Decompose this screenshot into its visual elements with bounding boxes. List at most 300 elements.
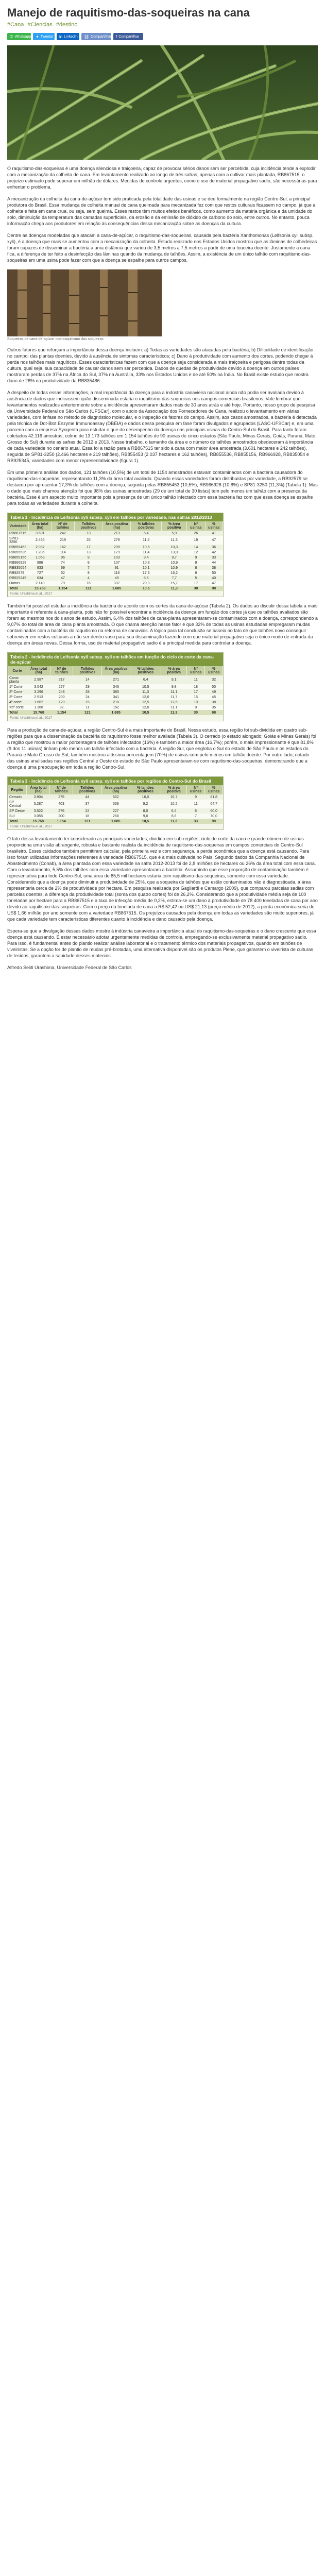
table-cell: 337 xyxy=(103,581,131,586)
share-linkedin-button[interactable] xyxy=(57,33,79,40)
table-cell: 81,8 xyxy=(205,794,223,800)
table-cell: 17 xyxy=(186,689,204,694)
table-cell: 346 xyxy=(102,684,130,689)
table-cell: 275 xyxy=(50,794,73,800)
table-cell: 47 xyxy=(52,575,74,581)
table-cell: 33 xyxy=(205,555,223,560)
table-row xyxy=(8,808,223,814)
table-cell: 10,5 xyxy=(131,586,162,591)
share-facebook-button[interactable] xyxy=(113,33,143,40)
table-cell: 10,5 xyxy=(130,710,161,715)
table-cell: 6 xyxy=(187,570,205,575)
table-cell: 9 xyxy=(187,560,205,565)
table-cell: 9,2 xyxy=(130,800,161,808)
table-cell: 30 xyxy=(186,710,204,715)
table-cell: 219 xyxy=(52,536,74,545)
table-cell: 365 xyxy=(102,689,130,694)
table-total-row xyxy=(8,586,223,591)
table-cell: RB835054 xyxy=(8,565,29,570)
table-cell: 7 xyxy=(74,565,103,570)
table-cell: 4º corte xyxy=(8,700,27,705)
article-paragraph: A despeito de todas essas informações, a real importância da doença para a indústria canavieira nacional ainda não podia ser avaliada devido à ausência de dados que indicassem quão disseminada estaria o raquitismo-das-soqueiras nos campos comerciais brasileiros. Vale lembrar que levantamentos realizados anteriormente sobre a incidência apresentaram dados mais de 30 anos atrás e até hoje. Portanto, nosso grupo de pesquisa da Universidade Federal de São Carlos (UFSCar), com o apoio da Associação dos Fornecedores de Cana, realizou o levantamento em várias variedades, com ênfase no método de diagnóstico molecular, e o inspeção de fatores do campo. Assim, aos casos amostrados, a bactéria é detectada pela técnica de Dot-Blot Enzyme Immunoassay (DBEIA) e dados dessa pesquisa em fase foram divulgados e agrupados (LASC-UFSCar) e, em uma parceria com a empresa Syngenta para estudar o que do desempenho da doença nas principais usinas do Centro-Sul do Brasil. Para tanto foram coletados 42.116 amostras, colmo de 13.173 talhões em 1.154 talhões de 90 usinas de cinco estados (São Paulo, Minas Gerais, Goiás, Paraná, Mato Grosso do Sul) durante as safras de 2012 e 2013. Nesse trabalho, o tamanho da área e o número de talhões amostrados obedeceram à importância de cada variedade no cenário atual. Essa foi a razão para a RB867515 ter sido a cana com maior área amostrada (3.601 hectares e 242 talhões), seguida de SP81-3250 (2.466 hectares e 219 talhões), RB855453 (2.037 hectares e 162 talhões), RB855536, RB855156, RB966928, RB835054 e RB925345, variedades com menor representatividade (figura 1). xyxy=(7,390,317,464)
table-cell: Cana-planta xyxy=(8,675,27,684)
table-cell: RB966928 xyxy=(8,560,29,565)
table-cell: 32 xyxy=(205,675,223,684)
table-cell: 15.768 xyxy=(27,819,50,824)
table-cell: 652 xyxy=(101,794,130,800)
tag-link[interactable]: #Ciencias xyxy=(27,22,53,28)
column-header: Variedade xyxy=(8,521,29,531)
table-cell: SP81-3250 xyxy=(8,536,29,545)
table-cell: 227 xyxy=(101,808,130,814)
article-page xyxy=(0,0,325,980)
table-cell: 3.055 xyxy=(27,814,50,819)
table-cell: 11,7 xyxy=(161,694,187,700)
table-cell: Total xyxy=(8,710,27,715)
table-cell: 10,9 xyxy=(162,560,187,565)
article-paragraph: Também foi possível estudar a incidência da bactéria de acordo com os cortes da cana-de-açúcar (Tabela 2). Os dados ao discutir dessa tabela a mais importante é referente à cana-planta, pois não foi possível encontrar a incidência da doença em função dos cortes já que os talhões avaliados são foram ao mesmos nos dois anos de estudo. Assim, 6,4% dos talhões de cana-planta apresentaram-se contaminados com a doença, correspondendo a 9,07% do total de área de cana planta amostrada. O que chama atenção nesse fator é que 32% de todas as usinas estudadas empregaram mudas contaminadas com a bactéria do raquitismo na reforma de canaviais. A lógica para tal conclusão se baseia no fato de que talhões novo conseguir sobreviver em restos culturais a não ser dentro vaso para sua disseminação fazendo com que material propagativo seja o único modo de entrada da doença em áreas novas. Dessa forma, uso de material propagativo sadio é a principal medida para controlar a doença. xyxy=(7,603,318,646)
table-cell: 11 xyxy=(73,705,102,710)
table-cell: 103 xyxy=(103,555,131,560)
image-caption: Soqueiras de cana-de-açúcar com raquitismo das soqueiras xyxy=(7,337,104,342)
table-cell: 5.287 xyxy=(27,800,50,808)
table-cell: 5,4 xyxy=(131,531,162,536)
table-total-row xyxy=(8,819,223,824)
table-row xyxy=(8,531,223,536)
table-row xyxy=(8,560,223,565)
table-cell: 2.037 xyxy=(29,545,52,550)
table-cell: 11 xyxy=(186,800,204,808)
table-cell: 1.058 xyxy=(29,555,52,560)
table-cell: 50 xyxy=(205,684,223,689)
table-cell: RB867515 xyxy=(8,531,29,536)
table-cell: 179 xyxy=(103,550,131,555)
table-cell: 12,0 xyxy=(130,694,161,700)
table-cell: 74 xyxy=(52,560,74,565)
table-cell: 3.522 xyxy=(27,808,50,814)
table-row xyxy=(8,570,223,575)
table-cell: 70,0 xyxy=(205,814,223,819)
table-cell: 2º Corte xyxy=(8,689,27,694)
table-cell: 9 xyxy=(74,570,103,575)
table-cell: 3º Corte xyxy=(8,694,27,700)
table-cell: 1.685 xyxy=(101,819,130,824)
facebook-icon: f xyxy=(116,34,117,39)
table-cell: 11,3 xyxy=(162,586,187,591)
table-cell: 7 xyxy=(186,814,204,819)
table-cell: 5 xyxy=(187,575,205,581)
table-cell: 2.913 xyxy=(27,694,50,700)
table-cell: 2.987 xyxy=(27,675,50,684)
table-cell: 538 xyxy=(101,800,130,808)
table-cell: 10,8 xyxy=(131,560,162,565)
column-header: % talhões positivos xyxy=(130,785,161,794)
share-bar xyxy=(7,33,318,40)
tag-list xyxy=(7,22,318,28)
table-cell: 29 xyxy=(73,684,102,689)
table-cell: 268 xyxy=(101,814,130,819)
table-cell: 1.662 xyxy=(27,700,50,705)
table-cell: 12,5 xyxy=(130,700,161,705)
table-cell: 10,3 xyxy=(162,545,187,550)
column-header: % área positiva xyxy=(161,666,187,675)
table-cell: 403 xyxy=(50,800,73,808)
table-cell: 41 xyxy=(205,531,223,536)
table-cell: 36 xyxy=(205,545,223,550)
column-header: % talhões positivos xyxy=(131,521,162,531)
table-cell: 634 xyxy=(29,575,52,581)
article-paragraph: O fato dessa levantamento ter considerado as principais variedades, dividido em sub-regiões, ciclo de corte da cana e grande número de usinas proporciona uma visão abrangente, robusta e bastante realista da incidência de raquitismo-das-soqueiras em campos comerciais do Centro-Sul brasileiro. Esses cuidados também permitiram calcular, pela primeira vez e com segurança, a perda econômica que a doença está causando. Para isso foram utilizadas informações referentes à variedade RB867515, que é a mais cultivada no País. Segundo dados da Companhia Nacional de Abastecimento (Conab), a área plantada com essa variedade na safra 2012-2013 foi de 2,8 milhões de hectares ou 26% da área total com essa cana. Com o levantamento, 5,5% dos talhões com essa variedade apresentaram a bactéria. Assumindo que esse proporção de contaminação também é representativa para todo Centro-Sul, uma área de 85,5 mil hectares estaria com raquitismo-das-soqueiras, somente com essa variedade. Considerando que a doença pode diminuir a produtividade de 25%, que a soqueira de talhões que estão contaminados não é diagnosticada, a área representaria cerca de 2% de produtividade por hectare. Em pesquisa realizada por Gagliardi e Camargo (2009), que comparou parcelas sadias com parcelas doentes, a diferença da produtividade total (soma dos quatro cortes) foi de 26,2%. Considerando que a produtividade média seja de 100 toneladas por hectare para a RB867515 e a taxa de infecção média de 0,2%, estima-se um dano à produtividade de 78.400 toneladas de cana por ano devido ao raquitismo-das-soqueiras. Com o preço da tonelada de cana a R$ 52,42 ou US$ 21,13 (preço médio de 2012), a perda econômica seria de US$ 1,66 milhão por ano somente com a variedade RB867515. Os prejuízos causados pela doença em todas as variedades são muito superiores, já que cada variedade tem características diferentes quanto à incidência e dano causado pela doença. xyxy=(7,836,318,922)
column-header: Nº de talhões xyxy=(52,521,74,531)
table-cell: 200 xyxy=(50,694,73,700)
table-cell: 15,7 xyxy=(162,581,187,586)
column-header: Nº usinas xyxy=(187,521,205,531)
table-cell: 2.140 xyxy=(29,581,52,586)
table-cell: 44 xyxy=(205,560,223,565)
table-cell: 10,5 xyxy=(130,819,161,824)
table-cell: 121 xyxy=(73,710,102,715)
table-cell: RB92579 xyxy=(8,570,29,575)
table-cell: 15 xyxy=(186,694,204,700)
table-cell: 1.368 xyxy=(27,705,50,710)
table-cell: 12,0 xyxy=(130,705,161,710)
column-header: Área total (ha) xyxy=(27,785,50,794)
table-cell: 15.768 xyxy=(29,586,52,591)
table-cell: 10,2 xyxy=(161,800,187,808)
table-cell: 45 xyxy=(205,694,223,700)
table-cell: 9,8 xyxy=(161,684,187,689)
share-whatsapp-label: Whatsapp xyxy=(14,35,31,39)
column-header: Área positiva (ha) xyxy=(102,666,130,675)
table-cell: 11,3 xyxy=(162,536,187,545)
table-cell: 9,1 xyxy=(161,675,187,684)
table-row xyxy=(8,705,223,710)
table-cell: Total xyxy=(8,819,27,824)
table-cell: 152 xyxy=(102,705,130,710)
stalk-illustration xyxy=(7,269,162,336)
twitter-icon: ✦ xyxy=(36,34,39,39)
table-cell: 1.685 xyxy=(102,710,130,715)
table-cell: 28 xyxy=(73,689,102,694)
table-cell: 341 xyxy=(102,694,130,700)
table-cell: 9,4 xyxy=(131,555,162,560)
sugarcane-leaves-illustration xyxy=(7,45,318,160)
table-cell: 120 xyxy=(50,700,73,705)
table-cell: 11,3 xyxy=(130,689,161,694)
table-cell: 8,0 xyxy=(130,808,161,814)
table-row xyxy=(8,575,223,581)
table-cell: 2.466 xyxy=(29,536,52,545)
table-cell: 209 xyxy=(103,545,131,550)
table-source: Fonte: Urashima et al., 2017 xyxy=(8,715,223,721)
table-cell: 16,2 xyxy=(162,570,187,575)
table-cell: 279 xyxy=(103,536,131,545)
whatsapp-icon: ✆ xyxy=(10,34,13,39)
column-header: % área positiva xyxy=(162,521,187,531)
article-paragraph: A mecanização da colheita da cana-de-açúcar tem sido praticada pela totalidade das usinas e se deu formalmente na região Centro-Sul, a principal produtora do Brasil. Essa mudança de colheita manual de cana queimada para mecanizada fez com que restos culturais ficassem no campo, já que a colheita é feita em cana crua, ou seja, sem queima. Esses restos têm muitos efeitos benéficos, como aumento da matéria orgânica e da umidade do solo, diminuição da temperatura das camadas superficiais, da erosão e da emissão de dióxido de carbono do solo, entre outros. No entanto, pouca informação chega aos produtores em relação às consequências dessa mecanização sobre as doenças da cultura. xyxy=(7,196,316,227)
sugarcane-stalk-photo xyxy=(7,269,162,336)
share-facebook-label: Compartilhar xyxy=(118,35,140,39)
linkedin-icon: in xyxy=(59,34,63,39)
table-cell: 35 xyxy=(205,705,223,710)
table-cell: 277 xyxy=(50,684,73,689)
table-cell: 98 xyxy=(205,586,223,591)
table-cell: 9 xyxy=(186,705,204,710)
table-cell: 24 xyxy=(73,694,102,700)
table-cell: 15.768 xyxy=(27,710,50,715)
table-cell: 217 xyxy=(50,675,73,684)
table-cell: 12,6 xyxy=(161,700,187,705)
table-cell: 26 xyxy=(187,531,205,536)
table-cell: 727 xyxy=(29,570,52,575)
table-cell: 96 xyxy=(52,555,74,560)
table-cell: 114 xyxy=(52,550,74,555)
table-cell: 18 xyxy=(73,814,101,819)
column-header: Área positiva (ha) xyxy=(101,785,130,794)
share-copy-label: Compartilhar xyxy=(91,35,112,39)
table-cell: 4 xyxy=(74,575,103,581)
table-cell: 44 xyxy=(73,794,101,800)
data-table xyxy=(8,521,223,591)
table-cell: 69 xyxy=(52,565,74,570)
table-cell: 121 xyxy=(73,819,101,824)
table-title: Tabela 1 - Incidência de Leifsonia xyli subsp. xyli em talhões por variedade, nas safras 2012/2013 xyxy=(8,513,223,521)
table-row xyxy=(8,694,223,700)
table-row xyxy=(8,700,223,705)
table-title: Tabela 3 - Incidência de Leifsonia xyli subsp. xyli em talhões por regiões do Centro-Sul do Brasil xyxy=(8,777,223,785)
table-cell: 16,0 xyxy=(130,794,161,800)
table-cell: 8,5 xyxy=(131,575,162,581)
table-row xyxy=(8,814,223,819)
table-cell: 14 xyxy=(187,545,205,550)
column-header: Área positiva (ha) xyxy=(103,521,131,531)
table-cell: 17,3 xyxy=(131,570,162,575)
table-cell: 38 xyxy=(205,565,223,570)
table-cell: 11,4 xyxy=(131,550,162,555)
table-cell: 60,0 xyxy=(205,808,223,814)
table-cell: Total xyxy=(8,586,29,591)
column-header: Corte xyxy=(8,666,27,675)
table-cell: 9 xyxy=(74,555,103,560)
column-header: Talhões positivos xyxy=(74,521,103,531)
tag-link[interactable]: #destino xyxy=(56,22,78,28)
table-3 xyxy=(7,776,224,830)
table-cell: 92 xyxy=(50,705,73,710)
table-cell: 91 xyxy=(103,565,131,570)
share-whatsapp-button[interactable] xyxy=(7,33,31,40)
table-cell: 1.154 xyxy=(50,819,73,824)
table-cell: 22 xyxy=(73,808,101,814)
table-1 xyxy=(7,513,224,597)
table-cell: Outras xyxy=(8,581,29,586)
tag-link[interactable]: #Cana xyxy=(7,22,24,28)
table-row xyxy=(8,689,223,694)
article-paragraph: Outros fatores que reforçam a importância dessa doença incluem: a) Todas as variedades são atacadas pela bactéria; b) Dificuldade de identificação no campo: das plantas doentes, devido à ausência de sintomas característicos; c) Dano à produtividade com aumento dos cortes, podendo chegar à perda nos talhões mais raquíticos. Esses características fazem com que a doença seja considerada a mais traiçoeira e perigosa dentre todas da cultura, qual seja, sua capacidade de causar danos sem ser percebida. Dados de quedas de produtividade devido à doença em outros países mostraram perdas de 37% na África do Sul, 37% na Austrália, 33% nos Estados Unidos e de até 50% na Índia. No Brasil existe estudo que mostra dano de 26% na produtividade da RB835486. xyxy=(7,347,314,384)
table-source: Fonte: Urashima et al., 2017 xyxy=(8,591,223,597)
table-cell: RB855536 xyxy=(8,550,29,555)
column-header: Nº de talhões xyxy=(50,666,73,675)
table-cell: 9,7 xyxy=(162,555,187,560)
table-row xyxy=(8,536,223,545)
table-row xyxy=(8,675,223,684)
table-cell: 50 xyxy=(205,570,223,575)
table-cell: 200 xyxy=(50,814,73,819)
table-cell: 6,4 xyxy=(130,675,161,684)
table-cell: 98 xyxy=(205,710,223,715)
table-cell: 98 xyxy=(205,819,223,824)
table-cell: 271 xyxy=(102,675,130,684)
table-cell: 213 xyxy=(103,531,131,536)
column-header: % usinas xyxy=(205,521,223,531)
share-twitter-button[interactable] xyxy=(33,33,55,40)
table-cell: 1.685 xyxy=(103,586,131,591)
table-title: Tabela 2 - Incidência de Leifsonia xyli subsp. xyli em talhões em função do ciclo de corte da cana-de-açúcar xyxy=(8,653,223,666)
table-cell: 10,9 xyxy=(162,565,187,570)
share-linkedin-label: LinkedIn xyxy=(64,35,78,39)
table-cell: 7,7 xyxy=(162,575,187,581)
table-cell: 986 xyxy=(29,560,52,565)
table-cell: 9,0 xyxy=(130,814,161,819)
table-cell: 16 xyxy=(74,581,103,586)
table-cell: 47 xyxy=(205,536,223,545)
table-cell: 15 xyxy=(73,700,102,705)
table-cell: 8,8 xyxy=(161,814,187,819)
column-header: Talhões positivos xyxy=(73,785,101,794)
table-cell: RB925345 xyxy=(8,575,29,581)
table-cell: 11 xyxy=(186,675,204,684)
table-cell: 11,4 xyxy=(131,536,162,545)
table-cell: 42 xyxy=(205,550,223,555)
column-header: % talhões positivos xyxy=(130,666,161,675)
table-cell: 12 xyxy=(187,550,205,555)
table-row xyxy=(8,800,223,808)
table-cell: 3.601 xyxy=(29,531,52,536)
table-cell: 248 xyxy=(50,689,73,694)
table-cell: 13 xyxy=(74,550,103,555)
share-copy-button[interactable] xyxy=(81,33,111,40)
table-cell: 9 xyxy=(186,794,204,800)
column-header: Nº de talhões xyxy=(50,785,73,794)
table-cell: 9 xyxy=(187,555,205,560)
table-cell: 3.542 xyxy=(27,684,50,689)
table-cell: 17 xyxy=(74,545,103,550)
table-cell: 242 xyxy=(52,531,74,536)
table-cell: 107 xyxy=(103,560,131,565)
column-header: % usinas xyxy=(205,785,223,794)
link-icon: ⛓ xyxy=(84,34,90,39)
table-total-row xyxy=(8,710,223,715)
table-cell: 20,3 xyxy=(131,581,162,586)
column-header: Área total (ha) xyxy=(29,521,52,531)
table-cell: RB855156 xyxy=(8,555,29,560)
table-row xyxy=(8,581,223,586)
table-cell: 10,1 xyxy=(131,565,162,570)
column-header: % área positiva xyxy=(161,785,187,794)
table-cell: 13,9 xyxy=(162,550,187,555)
table-cell: 16,7 xyxy=(161,794,187,800)
table-row xyxy=(8,555,223,560)
sugarcane-field-photo xyxy=(7,45,318,160)
column-header: Talhões positivos xyxy=(73,666,102,675)
table-cell: 52 xyxy=(52,570,74,575)
table-cell: 14 xyxy=(73,675,102,684)
author-credit: Alfredo Seiiti Urashima, Universidade Federal de São Carlos xyxy=(7,965,132,971)
table-cell: 1.154 xyxy=(52,586,74,591)
article-paragraph: Em uma primeira análise dos dados, 121 talhões (10,5%) de um total de 1154 amostrados estavam contaminados com a bactéria causadora do raquitismo-das-soqueiras, representando 11,3% da área total avaliada. Quando essas variedades foram distribuídas por variedade, a RB92579 se destacou por apresentar 17,3% de talhões com a doença, seguida pelas RB855453 (10,5%), RB966928 (10,8%) e SP81-3250 (11,3%) (Tabela 1). Mas o dado que mais chamou atenção foi que 98% das usinas amostradas (29 de um total de 30 listas) tem pelo menos um talhão com a presença da bactéria. Esse é um aspecto muito importante pois a presença de um único talhão infectado com essa bactéria faz com que essa doença se espalhe para todas as variedades durante a colheita. xyxy=(7,470,318,506)
table-cell: 25 xyxy=(74,536,103,545)
table-cell: 33 xyxy=(186,819,204,824)
table-cell: SP Oeste xyxy=(8,808,27,814)
table-cell: SP Central xyxy=(8,800,27,808)
table-cell: 10,5 xyxy=(131,545,162,550)
table-2 xyxy=(7,652,224,721)
column-header: % usinas xyxy=(205,666,223,675)
table-cell: 276 xyxy=(50,808,73,814)
table-cell: 10 xyxy=(186,700,204,705)
table-cell: 11,1 xyxy=(161,689,187,694)
table-row xyxy=(8,550,223,555)
article-title: Manejo de raquitismo-das-soqueiras na cana xyxy=(7,6,250,19)
table-cell: 64,7 xyxy=(205,800,223,808)
table-cell: 8 xyxy=(187,565,205,570)
table-cell: 3.904 xyxy=(27,794,50,800)
table-cell: 10,5 xyxy=(130,684,161,689)
table-cell: 11,3 xyxy=(161,819,187,824)
table-cell: 3.296 xyxy=(27,689,50,694)
table-cell: 49 xyxy=(205,689,223,694)
article-paragraph: O raquitismo-das-soqueiras é uma doença silenciosa e traiçoeira, capaz de provocar sérios danos sem ser percebida, cuja incidência tende a explodir com a mecanização da colheita de cana. Em levantamento realizado ao longo de três safras, apenas com a cultivar mais plantada, RB867515, o prejuízo estimado pode superar um milhão de dólares. Medidas de controle urgentes, como o uso de material propagativo sadio, são necessárias para enfrentar o problema. xyxy=(7,166,317,190)
table-cell: 121 xyxy=(74,586,103,591)
table-cell: 833 xyxy=(29,565,52,570)
table-cell: 17 xyxy=(187,581,205,586)
table-cell: 40 xyxy=(205,575,223,581)
table-cell: 13 xyxy=(74,531,103,536)
table-cell: 6 xyxy=(186,808,204,814)
article-paragraph: Espera-se que a divulgação desses dados mostre à indústria canavieira a importância atual do raquitismo-das-soqueiras e o dano crescente que essa doença está causando. É estar necessário adotar urgentemente medidas de controle, empregando-se exclusivamente material propagativo sadio. Para isso, é fundamental antes do plantio realizar análise laboratorial e o tratamento térmico dos materiais propagativos, quando em talhões de viveiristas. Se a opção for de plantio de mudas pré-brotadas, uma alternativa disponível são os produtos Plene, que garantem o viveirista de culturas de tecidos, garantem a sanidade desses materiais. xyxy=(7,928,316,959)
table-cell: 118 xyxy=(103,570,131,575)
column-header: Nº usinas xyxy=(186,785,204,794)
column-header: Área total (ha) xyxy=(27,666,50,675)
table-cell: 38 xyxy=(205,700,223,705)
table-cell: Sul xyxy=(8,814,27,819)
table-cell: 79 xyxy=(52,581,74,586)
table-cell: 11,3 xyxy=(161,710,187,715)
table-cell: 1º Corte xyxy=(8,684,27,689)
table-cell: 210 xyxy=(102,700,130,705)
table-row xyxy=(8,794,223,800)
table-cell: 30 xyxy=(187,586,205,591)
table-row xyxy=(8,545,223,550)
table-cell: 11,1 xyxy=(161,705,187,710)
table-cell: 5,9 xyxy=(162,531,187,536)
table-cell: Cerrado xyxy=(8,794,27,800)
table-cell: 19 xyxy=(187,536,205,545)
data-table xyxy=(8,666,223,715)
table-cell: 6,4 xyxy=(161,808,187,814)
table-source: Fonte: Urashima et al., 2017 xyxy=(8,824,223,829)
table-cell: 18 xyxy=(186,684,204,689)
column-header: Nº usinas xyxy=(186,666,204,675)
table-cell: 1.154 xyxy=(50,710,73,715)
table-cell: >5º corte xyxy=(8,705,27,710)
data-table xyxy=(8,785,223,824)
table-row xyxy=(8,684,223,689)
article-paragraph: Para a produção de cana-de-açúcar, a região Centro-Sul é a mais importante do Brasil. Nessa estudo, essa região foi sub-dividida em quatro sub-regiões para que a disseminação da bactéria do raquitismo fosse melhor avaliada (Tabela 3). O cerrado (o estado alongado; Goiás e Minas Gerais) foi a região que mostrou a maior porcentagem de talhões infectados (16%) e também a maior área (16,7%); porém, o mais impressionante é que 81,8% (9 dos 11 usinas) tinham pelo menos um talhão infectado com a bactéria. A região Sul, que engloba o Sul do estado de São Paulo e os estados do Paraná e Mato Grosso do Sul, também mostrou altíssima porcentagem (70%) de usinas com pelo menos um talhão doente. Por outro lado, notado das usinas analisadas nas regiões Central e Oeste do estado de São Paulo apresentaram-se com raquitismo-das-soqueiras, demonstrando que a doença é uma preocupação em toda a região Centro-Sul. xyxy=(7,727,316,770)
table-cell: RB855453 xyxy=(8,545,29,550)
table-cell: 37 xyxy=(73,800,101,808)
column-header: Região xyxy=(8,785,27,794)
table-cell: 8 xyxy=(74,560,103,565)
